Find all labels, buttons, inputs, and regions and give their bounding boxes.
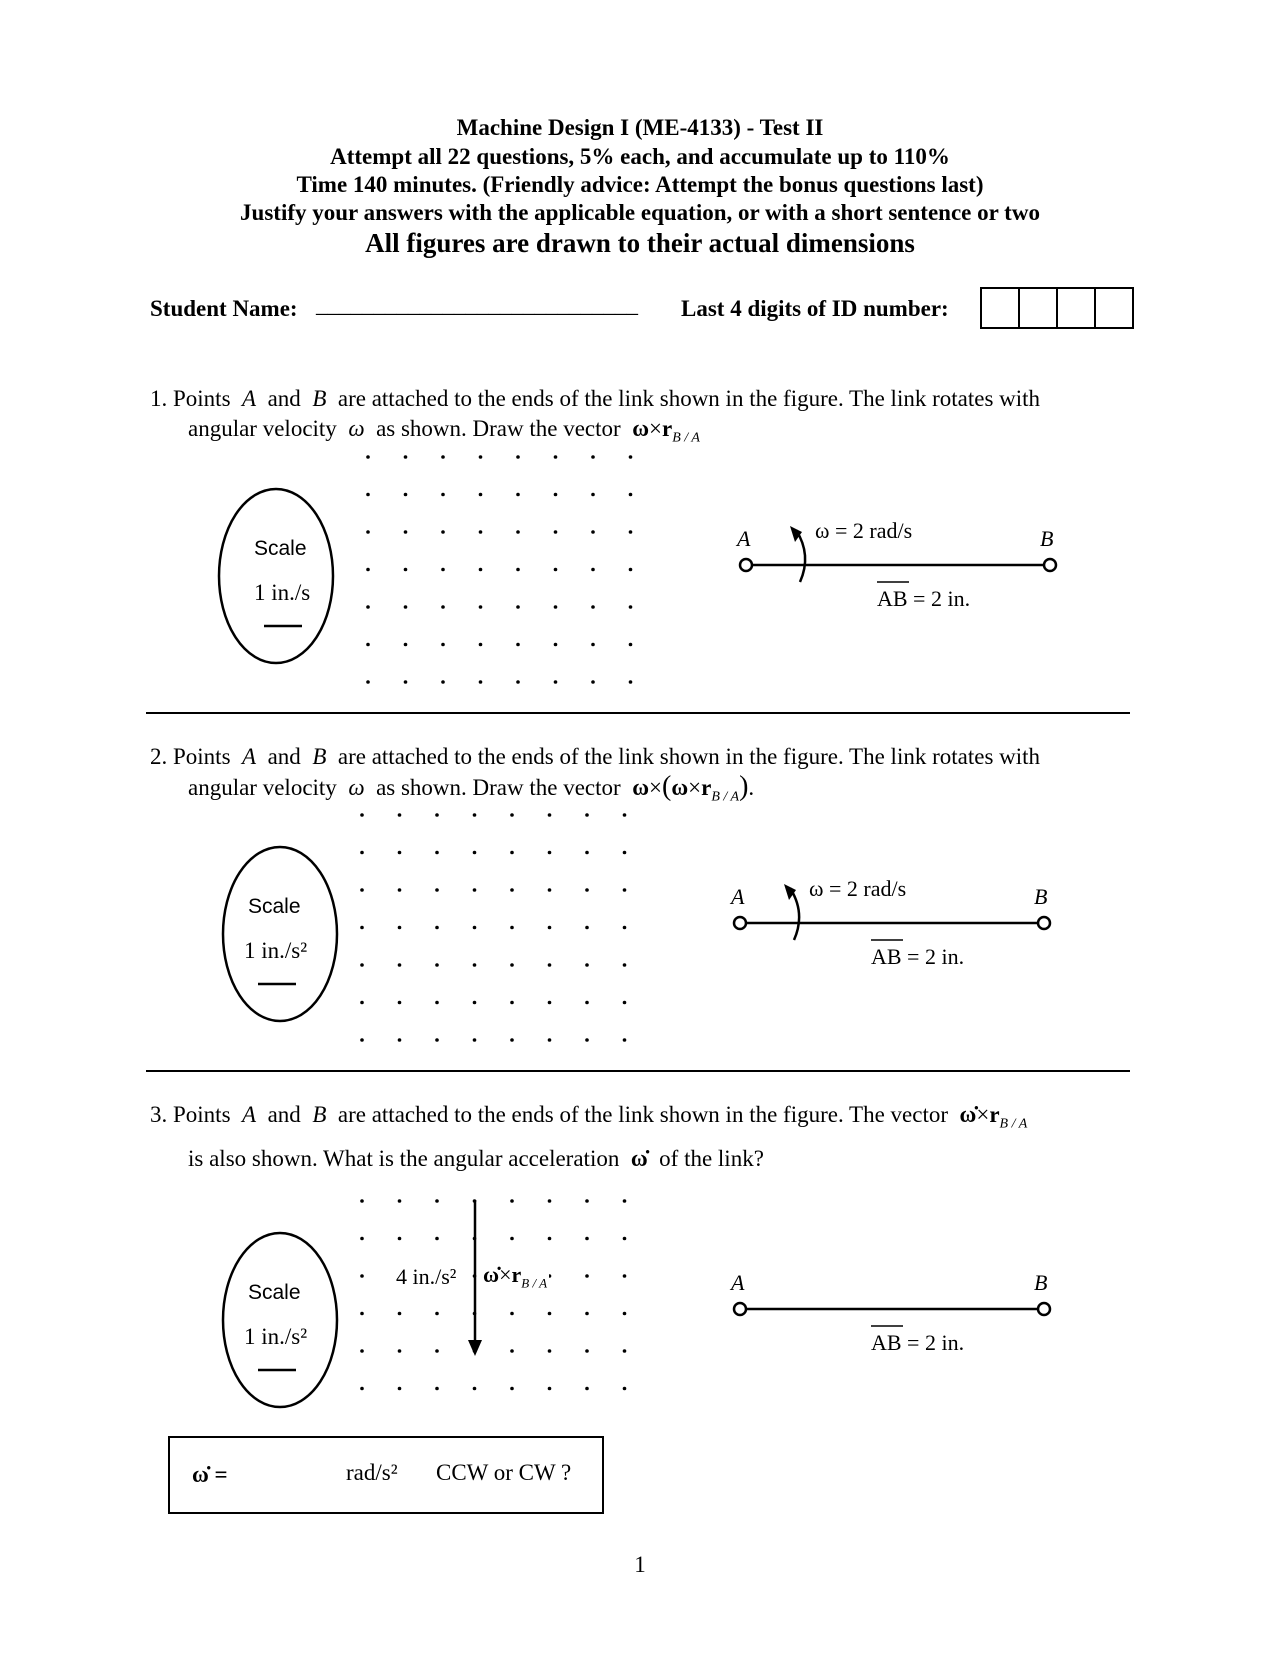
ab-length: AB = 2 in. bbox=[871, 944, 965, 969]
scale-unit: 1 in./s² bbox=[244, 938, 308, 963]
point-b-label: B bbox=[1034, 1270, 1048, 1295]
grid-dot bbox=[585, 1387, 589, 1391]
scale-unit: 1 in./s bbox=[254, 580, 311, 605]
omega-value: ω = 2 rad/s bbox=[809, 876, 907, 901]
time-line: Time 140 minutes. (Friendly advice: Attempt the bonus questions last) bbox=[296, 172, 984, 197]
grid-dot bbox=[435, 1199, 439, 1203]
grid-dot bbox=[360, 1312, 364, 1316]
grid-dot bbox=[435, 1387, 439, 1391]
grid-dot bbox=[398, 1199, 402, 1203]
ab-length: AB = 2 in. bbox=[877, 586, 971, 611]
grid-dot bbox=[360, 1387, 364, 1391]
grid-dot bbox=[548, 1237, 552, 1241]
grid-dot bbox=[510, 1237, 514, 1241]
student-name-label: Student Name: bbox=[150, 296, 298, 321]
point-a-label: A bbox=[737, 526, 751, 551]
id-label: Last 4 digits of ID number: bbox=[681, 296, 949, 321]
answer-box[interactable] bbox=[168, 1436, 604, 1514]
grid-dot bbox=[398, 1349, 402, 1353]
omega-value: ω = 2 rad/s bbox=[815, 518, 913, 543]
grid-dot bbox=[398, 1237, 402, 1241]
justify-line: Justify your answers with the applicable equation, or with a short sentence or two bbox=[240, 200, 1040, 225]
grid-dot bbox=[473, 1387, 477, 1391]
student-name-field[interactable]: ____________________________ bbox=[316, 292, 638, 317]
grid-dot bbox=[435, 1312, 439, 1316]
grid-dot bbox=[585, 1199, 589, 1203]
figures-note: All figures are drawn to their actual dimensions bbox=[365, 228, 915, 258]
grid-dot bbox=[360, 1349, 364, 1353]
scale-label: Scale bbox=[248, 1281, 301, 1304]
point-b-label: B bbox=[1034, 884, 1048, 909]
grid-dot bbox=[435, 1349, 439, 1353]
vector-magnitude: 4 in./s² bbox=[396, 1264, 457, 1289]
title: Machine Design I (ME-4133) - Test II bbox=[456, 115, 824, 140]
grid-dot bbox=[548, 1387, 552, 1391]
point-b-label: B bbox=[1040, 526, 1054, 551]
acceleration-vector-head bbox=[468, 1340, 482, 1356]
dot-grid bbox=[360, 1199, 626, 1390]
point-a-label: A bbox=[731, 1270, 745, 1295]
ab-length: AB = 2 in. bbox=[871, 1330, 965, 1355]
instructions-line: Attempt all 22 questions, 5% each, and accumulate up to 110% bbox=[330, 144, 950, 169]
pin-a bbox=[734, 1303, 746, 1315]
page-number: 1 bbox=[634, 1552, 646, 1577]
vector-label: $\omegȧ\times r_{B / A}$ bbox=[483, 1262, 548, 1291]
point-a-label: A bbox=[731, 884, 745, 909]
grid-dot bbox=[623, 1237, 627, 1241]
grid-dot bbox=[510, 1312, 514, 1316]
grid-dot bbox=[510, 1349, 514, 1353]
grid-dot bbox=[360, 1274, 364, 1278]
grid-dot bbox=[585, 1312, 589, 1316]
grid-dot bbox=[548, 1199, 552, 1203]
grid-dot bbox=[623, 1199, 627, 1203]
pin-b bbox=[1038, 1303, 1050, 1315]
grid-dot bbox=[398, 1312, 402, 1316]
grid-dot bbox=[510, 1387, 514, 1391]
scale-unit: 1 in./s² bbox=[244, 1324, 308, 1349]
grid-dot bbox=[623, 1349, 627, 1353]
grid-dot bbox=[398, 1387, 402, 1391]
question-2-text: 2. Points A and B are attached to the ends of the link shown in the figure. The link rotates with angular velocity ω as shown. Draw the vector $\omega\times(\omega\times r_{B / A})$. bbox=[150, 744, 1041, 805]
grid-dot bbox=[623, 1387, 627, 1391]
grid-dot bbox=[435, 1237, 439, 1241]
answer-label: ω̇ = bbox=[192, 1462, 228, 1487]
answer-unit: rad/s² bbox=[346, 1460, 398, 1485]
grid-dot bbox=[623, 1312, 627, 1316]
answer-direction: CCW or CW ? bbox=[436, 1460, 572, 1485]
grid-dot bbox=[360, 1199, 364, 1203]
scale-ellipse bbox=[223, 1233, 337, 1407]
scale-label: Scale bbox=[248, 895, 301, 918]
question-3-text: 3. Points A and B are attached to the ends of the link shown in the figure. The vector $\omegȧ\times r_{B / A}$ is also shown. What is the angular acceleration ω̇ of the link? bbox=[150, 1102, 1028, 1171]
grid-dot bbox=[548, 1312, 552, 1316]
question-1-text: 1. Points A and B are attached to the ends of the link shown in the figure. The link rotates with angular velocity ω as shown. Draw the vector $\omega\times r_{B / A}$ bbox=[150, 386, 1041, 446]
grid-dot bbox=[623, 1274, 627, 1278]
grid-dot bbox=[360, 1237, 364, 1241]
grid-dot bbox=[585, 1237, 589, 1241]
grid-dot bbox=[510, 1199, 514, 1203]
scale-label: Scale bbox=[254, 537, 307, 560]
grid-dot bbox=[585, 1349, 589, 1353]
grid-dot bbox=[548, 1349, 552, 1353]
grid-dot bbox=[585, 1274, 589, 1278]
